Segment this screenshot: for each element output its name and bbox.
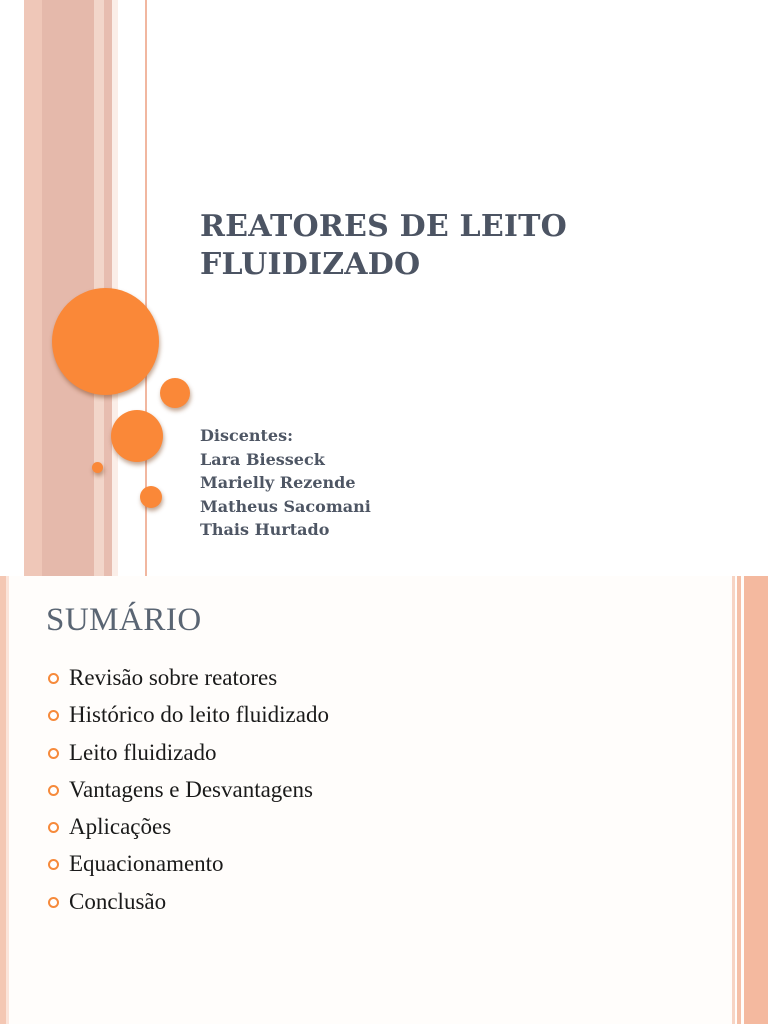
list-item	[48, 886, 329, 923]
bullet-circle-icon	[48, 785, 59, 796]
bullet-circle-icon	[48, 859, 59, 870]
author-name: Lara Biesseck	[200, 449, 325, 469]
decorative-circle-medium	[111, 410, 163, 462]
authors-heading: Discentes:	[200, 426, 293, 445]
list-item	[48, 774, 329, 811]
decorative-stripe	[732, 576, 735, 1024]
list-item-label: Leito fluidizado	[69, 739, 217, 765]
author-name: Marielly Rezende	[200, 473, 356, 492]
title-line: REATORES DE LEITO	[200, 209, 567, 244]
list-item-label: Aplicações	[69, 814, 172, 840]
bullet-circle-icon	[48, 897, 59, 908]
list-item	[48, 811, 329, 848]
slide-margin	[0, 0, 24, 576]
list-item-label: Vantagens e Desvantagens	[69, 776, 313, 802]
bullet-circle-icon	[48, 673, 59, 684]
slide-title: SUMÁRIO	[46, 602, 202, 638]
summary-list	[48, 662, 329, 923]
decorative-stripe	[6, 576, 9, 1024]
author-name: Matheus Sacomani	[200, 496, 371, 516]
list-item-label: Conclusão	[69, 888, 167, 914]
decorative-stripe	[42, 0, 94, 576]
list-item	[48, 848, 329, 885]
list-item-label: Revisão sobre reatores	[69, 665, 278, 690]
bullet-circle-icon	[48, 710, 59, 721]
authors-block	[200, 424, 371, 542]
title-line: FLUIDIZADO	[200, 247, 421, 282]
bullet-circle-icon	[48, 822, 59, 833]
list-item-label: Histórico do leito fluidizado	[69, 702, 329, 728]
decorative-stripe	[24, 0, 42, 576]
decorative-circle-tiny	[92, 462, 103, 473]
decorative-stripe	[737, 576, 741, 1024]
bullet-circle-icon	[48, 748, 59, 759]
list-item	[48, 699, 329, 736]
decorative-stripe	[744, 576, 768, 1024]
decorative-circle-large	[52, 288, 159, 395]
list-item	[48, 737, 329, 774]
decorative-circle-small	[140, 486, 162, 508]
list-item-label: Equacionamento	[69, 851, 224, 877]
list-item	[48, 662, 329, 699]
summary-slide	[0, 576, 768, 1024]
presentation-title	[200, 208, 680, 284]
author-name: Thais Hurtado	[200, 520, 330, 539]
decorative-circle-small	[160, 378, 190, 408]
